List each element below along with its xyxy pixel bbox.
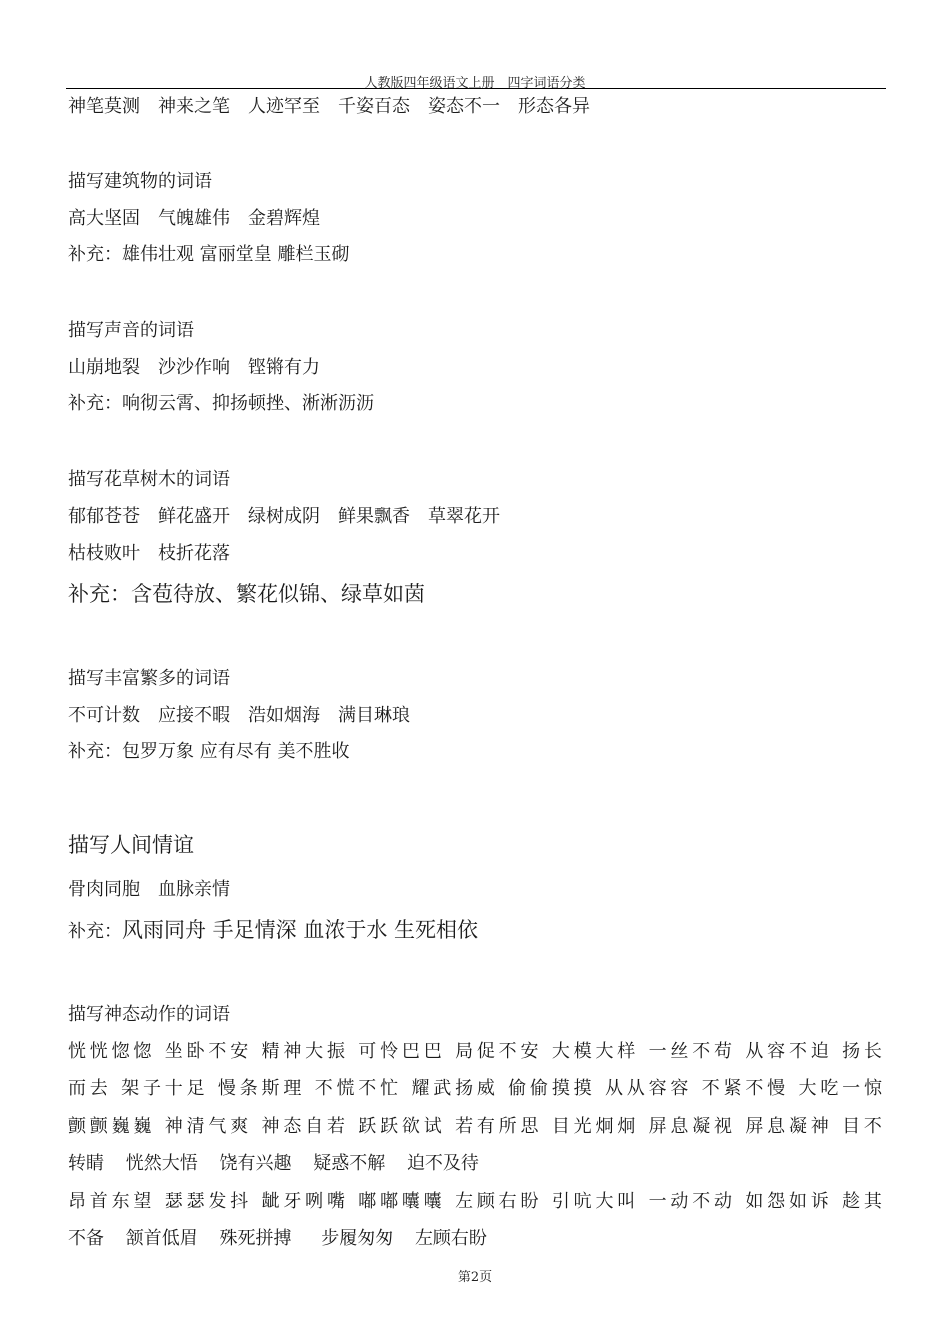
action-word: 颔首低眉: [125, 1228, 198, 1249]
actions-row: [68, 1041, 882, 1063]
action-word: 不慌不忙: [314, 1078, 402, 1099]
action-word: 恍恍惚惚: [68, 1041, 156, 1062]
action-word: 而去: [68, 1078, 112, 1099]
building-supplement: 补充：雄伟壮观 富丽堂皇 雕栏玉砌: [68, 244, 350, 265]
action-word: 坐卧不安: [164, 1041, 252, 1062]
plants-supplement: 补充：含苞待放、繁花似锦、绿草如茵: [68, 582, 425, 606]
action-word: 颤颤巍巍: [68, 1116, 156, 1137]
affection-supplement-words: 风雨同舟 手足情深 血浓于水 生死相依: [122, 918, 479, 942]
action-word: 跃跃欲试: [358, 1116, 446, 1137]
actions-row: [68, 1228, 503, 1250]
action-word: 神态自若: [261, 1116, 349, 1137]
action-word: 一丝不苟: [648, 1041, 736, 1062]
sound-words: 山崩地裂 沙沙作响 铿锵有力: [68, 357, 320, 378]
action-word: 目不: [842, 1116, 882, 1137]
action-word: 从容不迫: [745, 1041, 833, 1062]
action-word: 可怜巴巴: [358, 1041, 446, 1062]
action-word: 左顾右盼: [455, 1191, 543, 1212]
page-header-title: 人教版四年级语文上册 四字词语分类: [364, 76, 586, 91]
action-word: 神清气爽: [164, 1116, 252, 1137]
action-word: 屏息凝视: [648, 1116, 736, 1137]
affection-words: 骨肉同胞 血脉亲情: [68, 879, 230, 900]
actions-row: [68, 1116, 882, 1138]
actions-row: [68, 1078, 882, 1100]
action-word: 从从容容: [604, 1078, 693, 1099]
action-word: 慢条斯理: [217, 1078, 306, 1099]
section-title-actions: 描写神态动作的词语: [68, 1004, 230, 1025]
section-title-affection: 描写人间情谊: [68, 833, 194, 857]
action-word: 大模大样: [551, 1041, 640, 1062]
action-word: 殊死拼搏: [219, 1228, 292, 1249]
action-word: 偷偷摸摸: [508, 1078, 596, 1099]
action-word: 转睛: [68, 1153, 104, 1174]
supplement-label: 补充：: [68, 921, 122, 942]
actions-row: [68, 1191, 882, 1213]
header-divider: [66, 88, 886, 89]
action-word: 精神大振: [261, 1041, 349, 1062]
action-word: 目光炯炯: [551, 1116, 640, 1137]
action-word: 架子十足: [121, 1078, 209, 1099]
action-word: 趁其: [842, 1191, 882, 1212]
action-word: 龇牙咧嘴: [261, 1191, 349, 1212]
action-word: 如怨如诉: [745, 1191, 833, 1212]
action-word: 不紧不慢: [701, 1078, 789, 1099]
action-word: 瑟瑟发抖: [164, 1191, 252, 1212]
affection-supplement: [68, 916, 478, 946]
action-word: 大吃一惊: [798, 1078, 882, 1099]
action-word: 不备: [68, 1228, 104, 1249]
action-word: 步履匆匆: [321, 1228, 394, 1249]
action-word: 恍然大悟: [125, 1153, 198, 1174]
action-word: 迫不及待: [406, 1153, 479, 1174]
abundance-supplement: 补充：包罗万象 应有尽有 美不胜收: [68, 741, 350, 762]
building-words: 高大坚固 气魄雄伟 金碧辉煌: [68, 208, 320, 229]
action-word: 屏息凝神: [745, 1116, 833, 1137]
action-word: 扬长: [842, 1041, 882, 1062]
section-title-abundance: 描写丰富繁多的词语: [68, 668, 230, 689]
plants-words-2: 枯枝败叶 枝折花落: [68, 543, 230, 564]
action-word: 耀武扬威: [411, 1078, 499, 1099]
section-title-sound: 描写声音的词语: [68, 320, 194, 341]
section-title-plants: 描写花草树木的词语: [68, 469, 230, 490]
page-number: 第2页: [457, 1270, 493, 1285]
action-word: 昂首东望: [68, 1191, 156, 1212]
action-word: 若有所思: [455, 1116, 543, 1137]
action-word: 饶有兴趣: [219, 1153, 292, 1174]
action-word: 一动不动: [648, 1191, 736, 1212]
sound-supplement: 补充：响彻云霄、抑扬顿挫、淅淅沥沥: [68, 393, 374, 414]
actions-row: [68, 1153, 495, 1175]
abundance-words: 不可计数 应接不暇 浩如烟海 满目琳琅: [68, 705, 410, 726]
action-word: 疑惑不解: [313, 1153, 386, 1174]
section-title-building: 描写建筑物的词语: [68, 171, 212, 192]
action-word: 引吭大叫: [551, 1191, 640, 1212]
action-word: 嘟嘟囔囔: [358, 1191, 446, 1212]
top-word-line: 神笔莫测 神来之笔 人迹罕至 千姿百态 姿态不一 形态各异: [68, 96, 590, 117]
action-word: 左顾右盼: [414, 1228, 487, 1249]
action-word: 局促不安: [455, 1041, 543, 1062]
plants-words: 郁郁苍苍 鲜花盛开 绿树成阴 鲜果飘香 草翠花开: [68, 506, 500, 527]
